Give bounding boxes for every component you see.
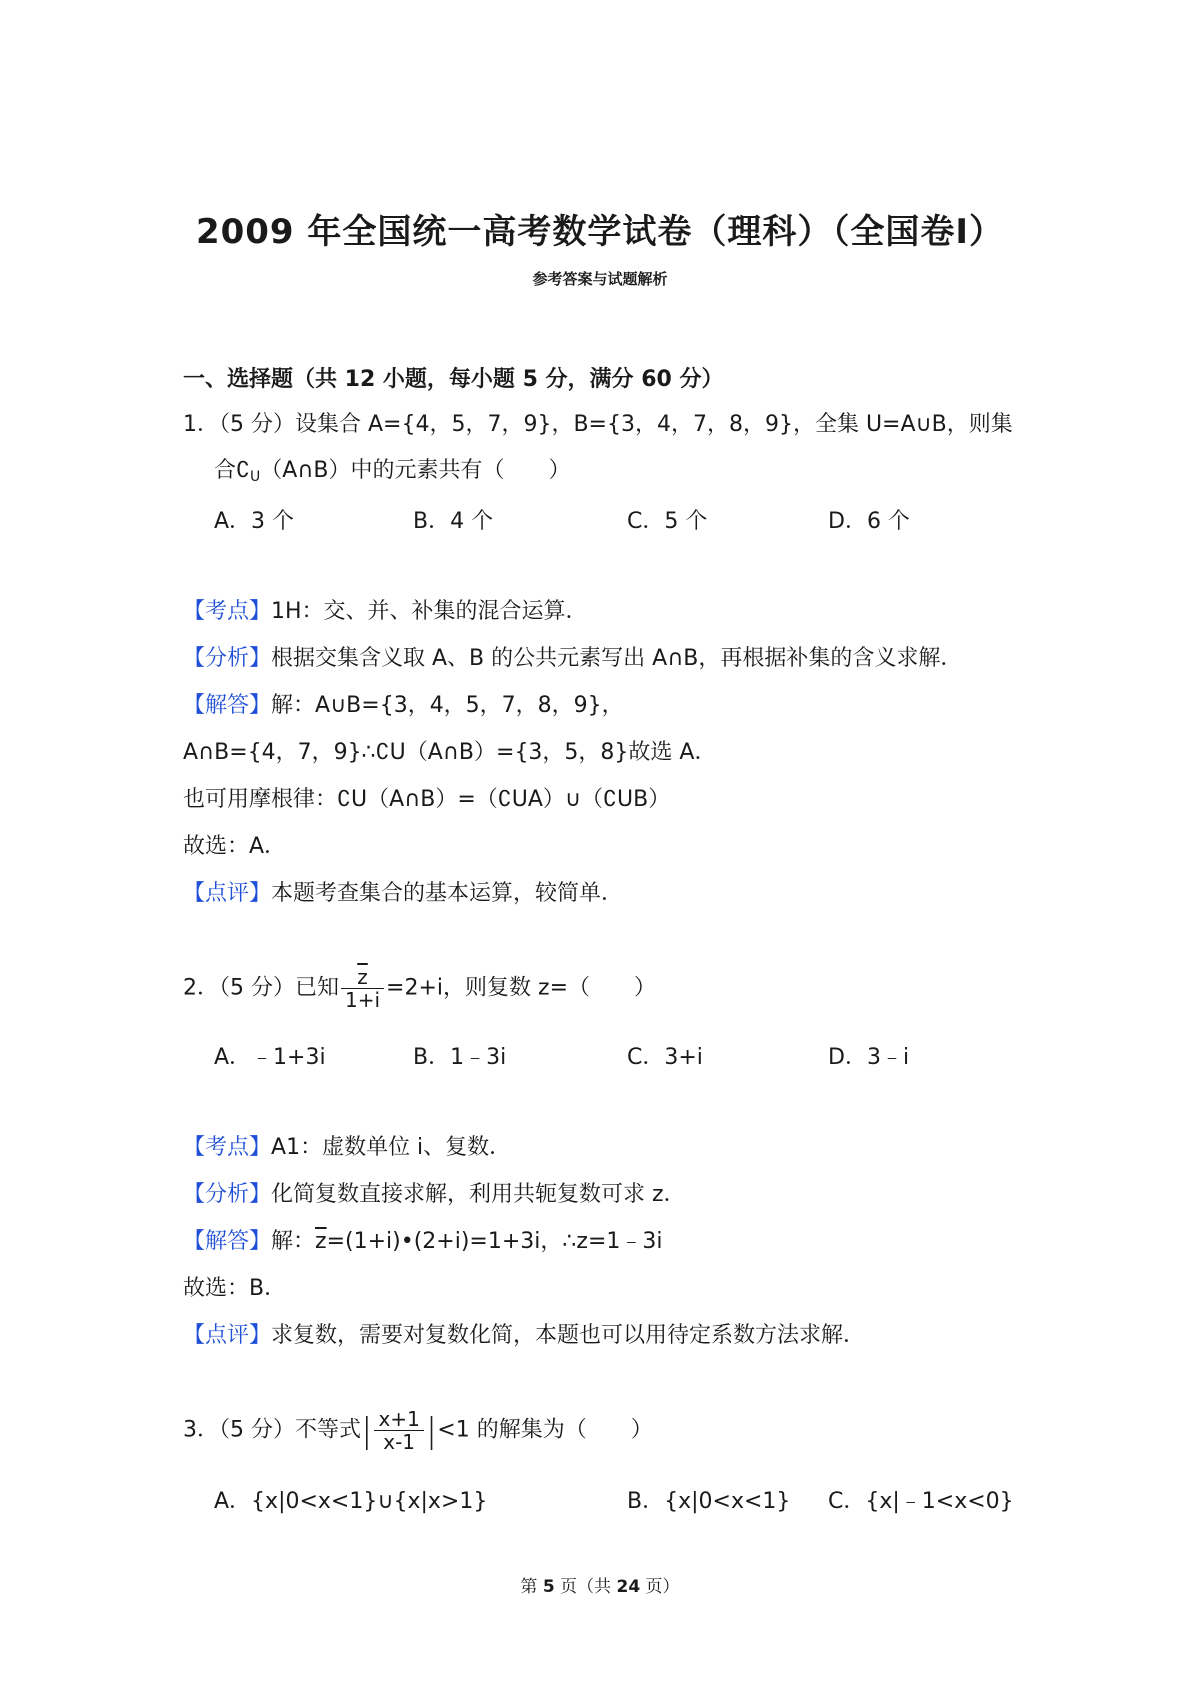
q3-frac-den: x-1: [383, 1430, 416, 1454]
q2-stem: [183, 966, 656, 1011]
q1-kaodian-tag: 【考点】: [183, 599, 272, 624]
q1-jieda-text: 解：A∪B={3，4，5，7，8，9}，: [271, 693, 624, 718]
q2-option-b: B．1﹣3i: [413, 1045, 507, 1070]
q2-jieda-zbar: $\overline{z}$: [315, 1229, 327, 1254]
q2-jieda-tag: 【解答】: [183, 1229, 272, 1254]
q1-fenxi-tag: 【分析】: [183, 646, 272, 671]
q3-abs-left: |: [361, 1410, 373, 1451]
q1-stem-sub: U: [250, 469, 261, 485]
q3-frac-num: x+1: [374, 1408, 423, 1431]
q1-stem-pre: 合∁: [214, 458, 250, 483]
q1-dianping: [183, 879, 623, 909]
q2-stem-pre: 2．（5 分）已知: [183, 975, 339, 1001]
q2-fenxi: [183, 1180, 686, 1210]
q2-kaodian-tag: 【考点】: [183, 1135, 272, 1160]
q3-stem: [183, 1408, 653, 1453]
footer-post: 页）: [640, 1577, 680, 1597]
q1-option-d: D．6 个: [828, 509, 910, 534]
q1-option-c: C．5 个: [627, 509, 708, 534]
page-footer: [0, 1572, 1200, 1597]
q2-kaodian-text: A1：虚数单位 i、复数．: [271, 1135, 512, 1160]
q1-jieda-tag: 【解答】: [183, 693, 272, 718]
q2-jieda-post: =(1+i)•(2+i)=1+3i，∴z=1﹣3i: [326, 1229, 663, 1254]
q2-option-d: D．3﹣i: [828, 1045, 910, 1070]
q1-kaodian: [183, 597, 588, 627]
q1-fenxi-text: 根据交集含义取 A、B 的公共元素写出 A∩B，再根据补集的含义求解．: [271, 646, 963, 671]
q2-option-c: C．3+i: [627, 1045, 703, 1070]
footer-mid: 页（共: [554, 1577, 617, 1597]
q2-fenxi-tag: 【分析】: [183, 1182, 272, 1207]
q2-jieda: [183, 1227, 662, 1257]
q1-fenxi: [183, 644, 962, 674]
q1-stem-post: （A∩B）中的元素共有（ ）: [260, 458, 571, 483]
section-heading: 一、选择题（共 12 小题，每小题 5 分，满分 60 分）: [183, 367, 724, 392]
q1-kaodian-text: 1H：交、并、补集的混合运算．: [271, 599, 588, 624]
q3-abs-right: |: [425, 1410, 438, 1451]
q2-option-a: A．﹣1+3i: [214, 1045, 326, 1070]
q2-kaodian: [183, 1133, 511, 1163]
q3-fraction: [374, 1408, 423, 1453]
q2-frac-num: $\overline{z}$: [341, 966, 384, 989]
q2-fraction: [341, 966, 384, 1011]
q1-stem-line1: 1．（5 分）设集合 A={4，5，7，9}，B={3，4，7，8，9}，全集 U=A∪B，则集: [183, 412, 1013, 437]
q1-stem-line2: [214, 456, 571, 492]
q2-stem-post: =2+i，则复数 z=（ ）: [386, 975, 656, 1001]
q1-solution-line3: 也可用摩根律：∁U（A∩B）=（∁UA）∪（∁UB）: [183, 787, 671, 812]
page-title: 2009 年全国统一高考数学试卷（理科）（全国卷Ⅰ）: [195, 212, 1005, 252]
q3-option-a: A．{x|0<x<1}∪{x|x>1}: [214, 1489, 488, 1514]
q1-solution-line4: 故选：A．: [183, 834, 287, 859]
q3-option-b: B．{x|0<x<1}: [627, 1489, 791, 1514]
q2-dianping-tag: 【点评】: [183, 1323, 272, 1348]
q2-jieda-pre: 解：: [271, 1229, 316, 1254]
footer-page-number: 5: [542, 1577, 555, 1597]
q2-solution-line2: 故选：B．: [183, 1276, 287, 1301]
q1-jieda: [183, 691, 624, 721]
q2-dianping-text: 求复数，需要对复数化简，本题也可以用待定系数方法求解．: [271, 1323, 866, 1348]
q3-stem-post: <1 的解集为（ ）: [437, 1417, 653, 1443]
q2-frac-den: 1+i: [345, 988, 381, 1012]
q2-dianping: [183, 1321, 865, 1351]
q2-fenxi-text: 化简复数直接求解，利用共轭复数可求 z．: [271, 1182, 686, 1207]
q1-option-b: B．4 个: [413, 509, 494, 534]
q1-dianping-tag: 【点评】: [183, 881, 272, 906]
footer-pre: 第: [520, 1577, 543, 1597]
q1-solution-line2: A∩B={4，7，9}∴∁U（A∩B）={3，5，8}故选 A．: [183, 740, 717, 765]
page-subtitle: 参考答案与试题解析: [532, 270, 668, 288]
q3-stem-pre: 3．（5 分）不等式: [183, 1417, 361, 1443]
q1-dianping-text: 本题考查集合的基本运算，较简单．: [271, 881, 624, 906]
footer-total-pages: 24: [616, 1577, 641, 1597]
q3-option-c: C．{x|﹣1<x<0}: [828, 1489, 1014, 1514]
q1-option-a: A．3 个: [214, 509, 295, 534]
